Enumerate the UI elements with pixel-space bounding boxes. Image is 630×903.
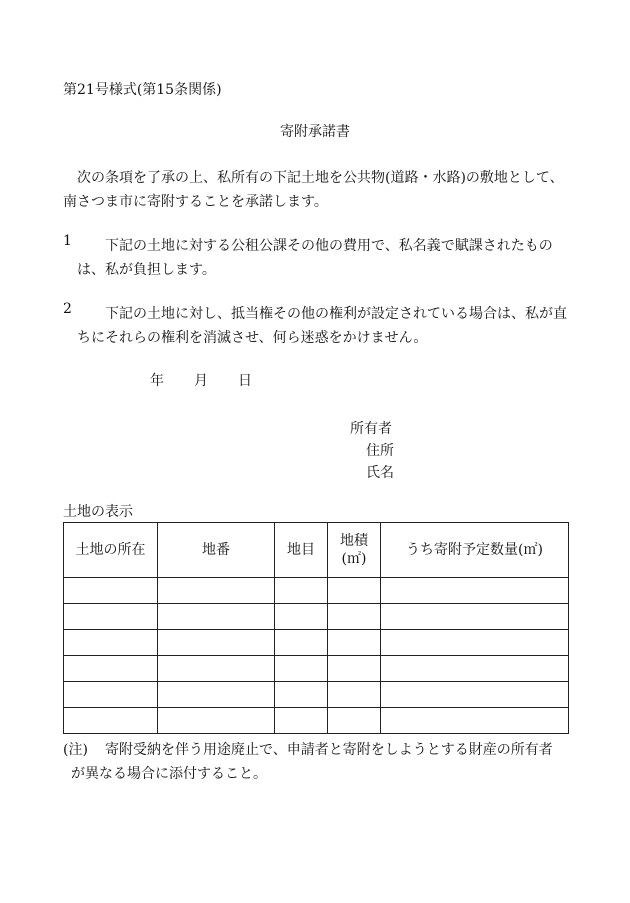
cell-lot-number[interactable] bbox=[158, 708, 275, 734]
intro-paragraph: 次の条項を了承の上、私所有の下記土地を公共物(道路・水路)の敷地として、南さつま市に寄附することを承諾します。 bbox=[63, 170, 564, 210]
cell-land-category[interactable] bbox=[275, 682, 328, 708]
header-area-label: 地積 bbox=[340, 533, 368, 549]
cell-donation-quantity[interactable] bbox=[381, 656, 569, 682]
cell-location[interactable] bbox=[64, 604, 158, 630]
address-label: 住所 bbox=[366, 443, 394, 459]
form-number: 第21号様式(第15条関係) bbox=[63, 82, 222, 98]
cell-donation-quantity[interactable] bbox=[381, 578, 569, 604]
table-row bbox=[64, 630, 569, 656]
clause-2-text: 下記の土地に対し、抵当権その他の権利が設定されている場合は、私が直ちにそれらの権利を消滅させ、何ら迷惑をかけません。 bbox=[77, 306, 567, 346]
cell-location[interactable] bbox=[64, 708, 158, 734]
cell-location[interactable] bbox=[64, 682, 158, 708]
cell-land-category[interactable] bbox=[275, 630, 328, 656]
cell-area[interactable] bbox=[328, 604, 381, 630]
cell-donation-quantity[interactable] bbox=[381, 708, 569, 734]
cell-donation-quantity[interactable] bbox=[381, 630, 569, 656]
cell-donation-quantity[interactable] bbox=[381, 682, 569, 708]
cell-location[interactable] bbox=[64, 630, 158, 656]
clause-2-number: 2 bbox=[63, 301, 72, 317]
header-area-unit: (㎡) bbox=[341, 551, 367, 567]
date-line bbox=[150, 374, 252, 388]
header-area bbox=[328, 523, 381, 578]
date-month-label: 月 bbox=[194, 373, 208, 389]
table-row bbox=[64, 708, 569, 734]
date-day-label: 日 bbox=[238, 373, 252, 389]
cell-lot-number[interactable] bbox=[158, 656, 275, 682]
date-year-label: 年 bbox=[150, 373, 164, 389]
note-text-line1: 寄附受納を伴う用途廃止で、申請者と寄附をしようとする財産の所有者 bbox=[105, 742, 553, 758]
cell-land-category[interactable] bbox=[275, 604, 328, 630]
cell-area[interactable] bbox=[328, 682, 381, 708]
cell-donation-quantity[interactable] bbox=[381, 604, 569, 630]
cell-land-category[interactable] bbox=[275, 578, 328, 604]
header-lot-number: 地番 bbox=[158, 523, 275, 578]
table-row bbox=[64, 604, 569, 630]
table-row bbox=[64, 682, 569, 708]
owner-block bbox=[350, 418, 394, 484]
document-title: 寄附承諾書 bbox=[280, 124, 350, 140]
cell-location[interactable] bbox=[64, 578, 158, 604]
clause-1-number: 1 bbox=[63, 233, 72, 249]
clause-2 bbox=[63, 302, 578, 350]
header-donation-quantity: うち寄附予定数量(㎡) bbox=[381, 523, 569, 578]
cell-area[interactable] bbox=[328, 630, 381, 656]
note-text-line2: が異なる場合に添付すること。 bbox=[71, 766, 267, 782]
note bbox=[63, 738, 578, 786]
clause-1-text: 下記の土地に対する公租公課その他の費用で、私名義で賦課されたものは、私が負担します。 bbox=[77, 238, 553, 278]
table-row bbox=[64, 656, 569, 682]
land-table-caption: 土地の表示 bbox=[63, 504, 133, 520]
cell-lot-number[interactable] bbox=[158, 682, 275, 708]
table-row bbox=[64, 578, 569, 604]
name-label: 氏名 bbox=[366, 465, 394, 481]
cell-lot-number[interactable] bbox=[158, 630, 275, 656]
land-table bbox=[63, 522, 569, 734]
owner-label: 所有者 bbox=[350, 421, 392, 437]
note-label: (注) bbox=[63, 742, 88, 758]
cell-area[interactable] bbox=[328, 708, 381, 734]
cell-lot-number[interactable] bbox=[158, 578, 275, 604]
clause-1 bbox=[63, 234, 578, 282]
cell-area[interactable] bbox=[328, 656, 381, 682]
land-table-header-row bbox=[64, 523, 569, 578]
cell-lot-number[interactable] bbox=[158, 604, 275, 630]
cell-area[interactable] bbox=[328, 578, 381, 604]
cell-land-category[interactable] bbox=[275, 708, 328, 734]
cell-land-category[interactable] bbox=[275, 656, 328, 682]
header-location: 土地の所在 bbox=[64, 523, 158, 578]
cell-location[interactable] bbox=[64, 656, 158, 682]
header-land-category: 地目 bbox=[275, 523, 328, 578]
